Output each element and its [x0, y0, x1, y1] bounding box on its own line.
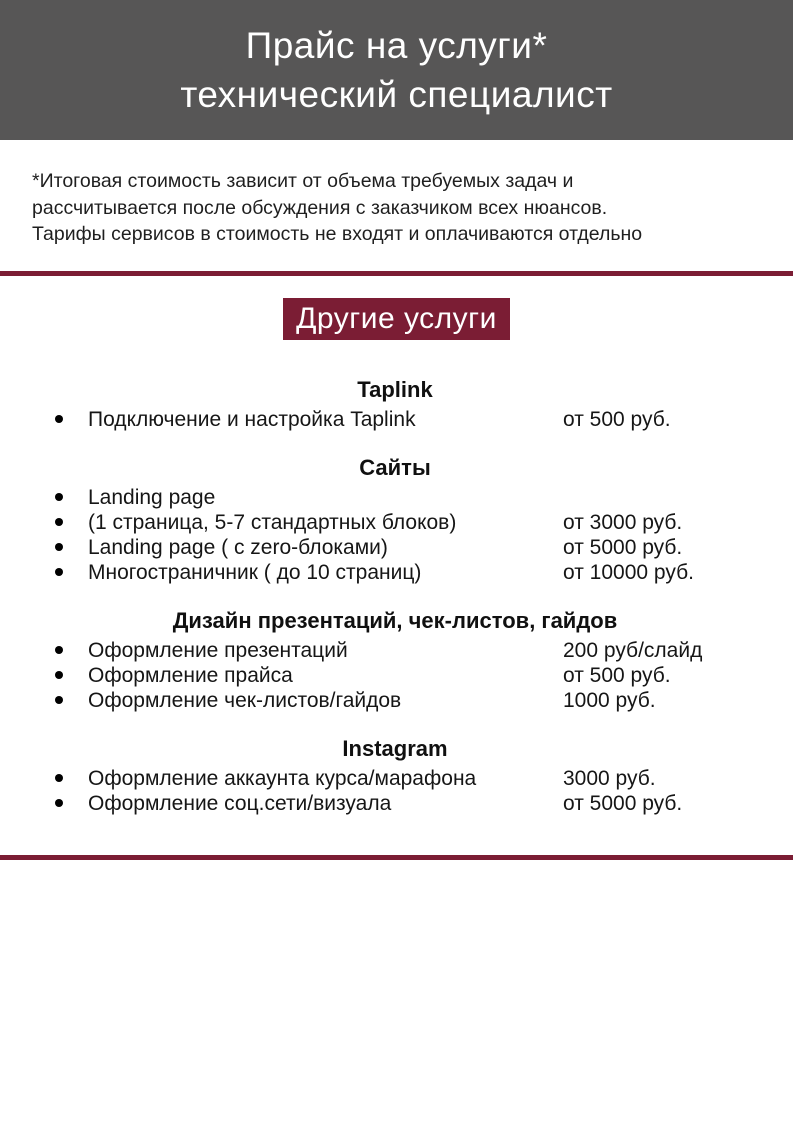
page-title-line-1: Прайс на услуги*: [245, 25, 548, 66]
service-label: Оформление соц.сети/визуала: [88, 791, 392, 815]
service-price: 1000 руб.: [563, 688, 656, 712]
service-label: (1 страница, 5-7 стандартных блоков): [88, 510, 457, 534]
bullet-icon: [55, 568, 63, 576]
service-price: от 5000 руб.: [563, 535, 683, 559]
service-label: Landing page: [88, 485, 216, 509]
service-label: Landing page ( с zero-блоками): [88, 535, 388, 559]
section-design: [55, 607, 735, 713]
bullet-icon: [55, 493, 63, 501]
section-instagram: [55, 735, 735, 816]
service-label: Многостраничник ( до 10 страниц): [88, 560, 422, 584]
section-sites: [55, 454, 735, 585]
service-row: [55, 535, 735, 560]
section-heading-sites: Сайты: [359, 454, 431, 480]
section-heading-instagram: Instagram: [342, 735, 448, 761]
service-price: от 5000 руб.: [563, 791, 683, 815]
price-list: [0, 376, 793, 816]
bullet-icon: [55, 543, 63, 551]
service-row: [55, 791, 735, 816]
service-price: от 500 руб.: [563, 663, 671, 687]
service-row: [55, 510, 735, 535]
service-label: Оформление прайса: [88, 663, 293, 687]
disclaimer-line-3: Тарифы сервисов в стоимость не входят и оплачиваются отдельно: [32, 223, 643, 245]
service-label: Оформление чек-листов/гайдов: [88, 688, 402, 712]
top-divider: [0, 271, 793, 276]
service-price: от 3000 руб.: [563, 510, 683, 534]
disclaimer-line-1: *Итоговая стоимость зависит от объема требуемых задач и: [32, 170, 574, 192]
service-row: [55, 560, 735, 585]
disclaimer-line-2: рассчитывается после обсуждения с заказчиком всех нюансов.: [32, 196, 608, 219]
bullet-icon: [55, 671, 63, 679]
service-row: [55, 766, 735, 791]
service-row: [55, 485, 735, 510]
service-price: от 500 руб.: [563, 407, 671, 431]
service-row: [55, 663, 735, 688]
service-label: Подключение и настройка Taplink: [88, 407, 416, 431]
section-heading-taplink: Taplink: [357, 376, 433, 402]
service-label: Оформление презентаций: [88, 638, 348, 662]
bottom-divider: [0, 855, 793, 860]
section-taplink: [55, 376, 735, 432]
disclaimer-text: [32, 168, 753, 248]
page-title-line-2: технический специалист: [180, 74, 613, 115]
page-header: [0, 0, 793, 140]
service-price: от 10000 руб.: [563, 560, 694, 584]
section-heading-design: Дизайн презентаций, чек-листов, гайдов: [172, 607, 618, 633]
service-price: 200 руб/слайд: [563, 638, 703, 662]
bullet-icon: [55, 799, 63, 807]
bullet-icon: [55, 774, 63, 782]
service-row: [55, 688, 735, 713]
bullet-icon: [55, 696, 63, 704]
bullet-icon: [55, 415, 63, 423]
bullet-icon: [55, 518, 63, 526]
section-badge: Другие услуги: [283, 298, 510, 340]
bullet-icon: [55, 646, 63, 654]
service-price: 3000 руб.: [563, 766, 656, 790]
service-row: [55, 407, 735, 432]
service-row: [55, 638, 735, 663]
service-label: Оформление аккаунта курса/марафона: [88, 766, 477, 790]
